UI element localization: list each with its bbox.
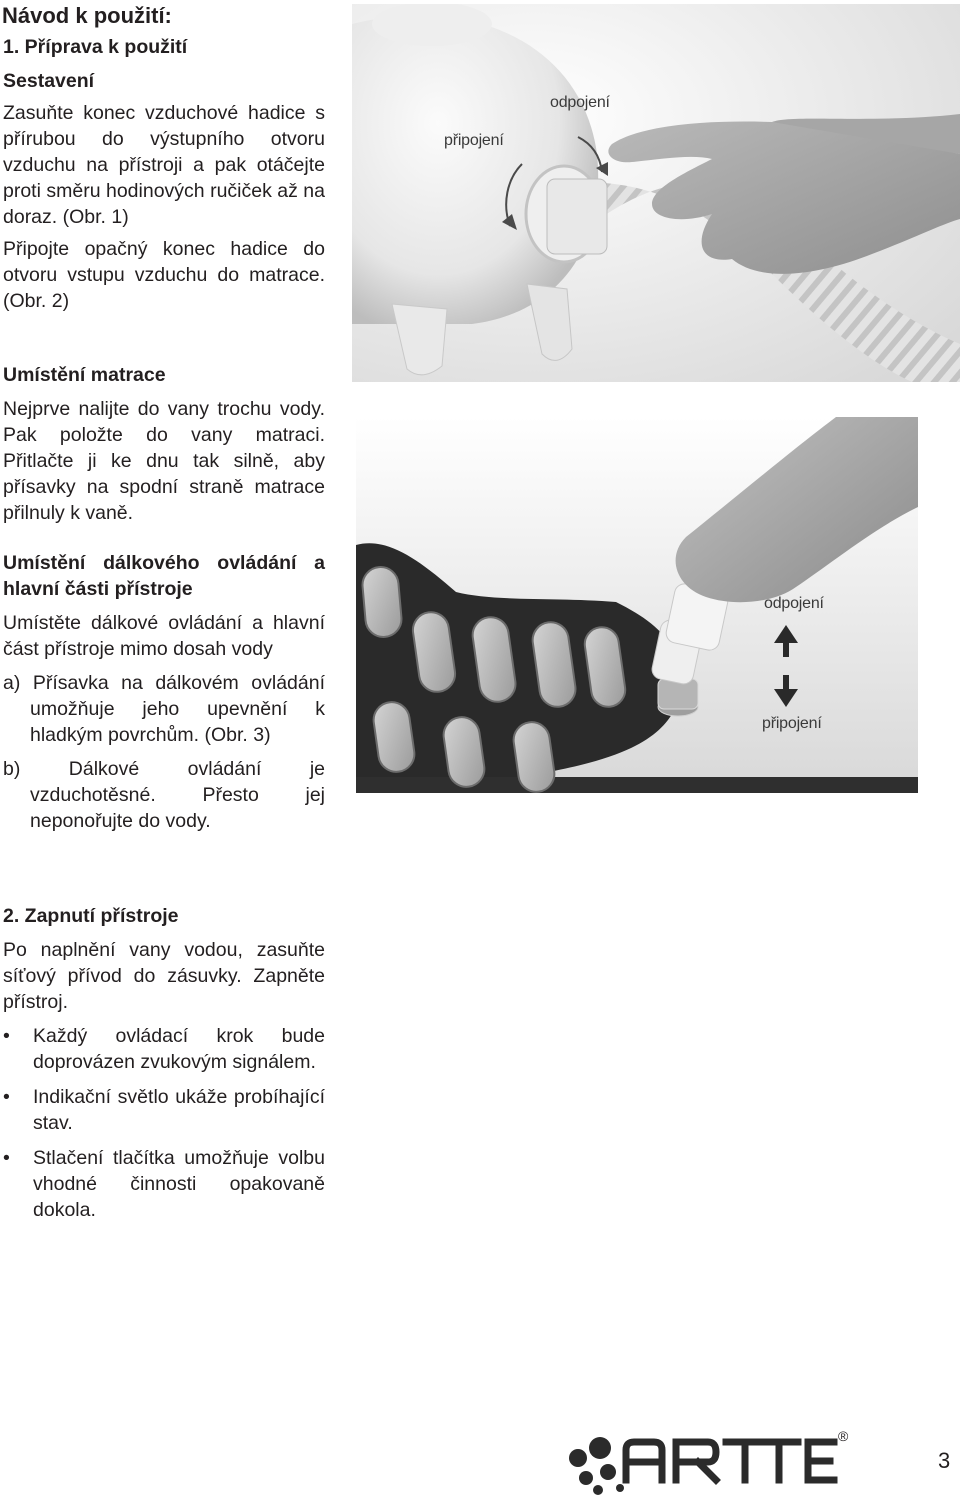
figure-2-photo <box>356 417 918 793</box>
remote-column <box>3 550 325 834</box>
figure-1-label-disconnect: odpojení <box>550 94 610 111</box>
figure-2-image <box>356 417 918 793</box>
list-item <box>3 1145 325 1223</box>
bullet-text: Každý ovládací krok bude doprovázen zvukovým signálem. <box>33 1025 325 1073</box>
assembly-paragraph-2: Připojte opačný konec hadice do otvoru vstupu vzduchu do matrace. (Obr. 2) <box>3 238 325 312</box>
assembly-heading: Sestavení <box>3 70 95 92</box>
section-2-column <box>3 903 325 1232</box>
section-1-heading: 1. Příprava k použití <box>3 36 188 58</box>
remote-item-b <box>3 756 325 834</box>
section-2-bullet-list <box>3 1023 325 1223</box>
bullet-text: Stlačení tlačítka umožňuje volbu vhodné činnosti opakovaně dokola. <box>33 1147 325 1221</box>
section-1-column <box>3 34 325 314</box>
remote-paragraph: Umístěte dálkové ovládání a hlavní část přístroje mimo dosah vody <box>3 612 325 660</box>
remote-item-a-marker: a) <box>3 672 21 694</box>
bullet-marker: • <box>3 1086 10 1108</box>
artec-logo-mark <box>568 1432 858 1496</box>
page-title: Návod k použití: <box>2 3 172 28</box>
page-number: 3 <box>938 1448 951 1473</box>
figure-1-image <box>352 4 960 382</box>
placement-heading: Umístění matrace <box>3 364 166 386</box>
remote-item-a <box>3 670 325 748</box>
figure-2-label-disconnect: odpojení <box>764 595 824 612</box>
figure-1-photo <box>352 4 960 382</box>
section-2-paragraph: Po naplnění vany vodou, zasuňte síťový přívod do zásuvky. Zapněte přístroj. <box>3 939 325 1013</box>
section-2-heading: 2. Zapnutí přístroje <box>3 905 179 927</box>
bullet-marker: • <box>3 1025 10 1047</box>
remote-item-b-text: Dálkové ovládání je vzduchotěsné. Přesto jej neponořujte do vody. <box>30 758 325 832</box>
artec-logo <box>568 1428 858 1496</box>
list-item <box>3 1084 325 1136</box>
assembly-paragraph-1: Zasuňte konec vzduchové hadice s přírubou do výstupního otvoru vzduchu na přístroji a pak otáčejte proti směru hodinových ručiček až na doraz. (Obr. 1) <box>3 102 325 228</box>
bullet-text: Indikační světlo ukáže probíhající stav. <box>33 1086 325 1134</box>
bullet-marker: • <box>3 1147 10 1169</box>
registered-mark: ® <box>838 1428 849 1444</box>
remote-item-b-marker: b) <box>3 758 21 780</box>
placement-paragraph: Nejprve nalijte do vany trochu vody. Pak položte do vany matraci. Přitlačte ji ke dnu tak silně, aby přísavky na spodní straně matrace přilnuly k vaně. <box>3 398 325 524</box>
remote-item-a-text: Přísavka na dálkovém ovládání umožňuje jeho upevnění k hladkým povrchům. (Obr. 3) <box>30 672 325 746</box>
list-item <box>3 1023 325 1075</box>
figure-2-label-connect: připojení <box>762 715 822 732</box>
placement-column <box>3 362 325 526</box>
remote-heading: Umístění dálkového ovládání a hlavní části přístroje <box>3 552 325 600</box>
figure-1-label-connect: připojení <box>444 132 504 149</box>
